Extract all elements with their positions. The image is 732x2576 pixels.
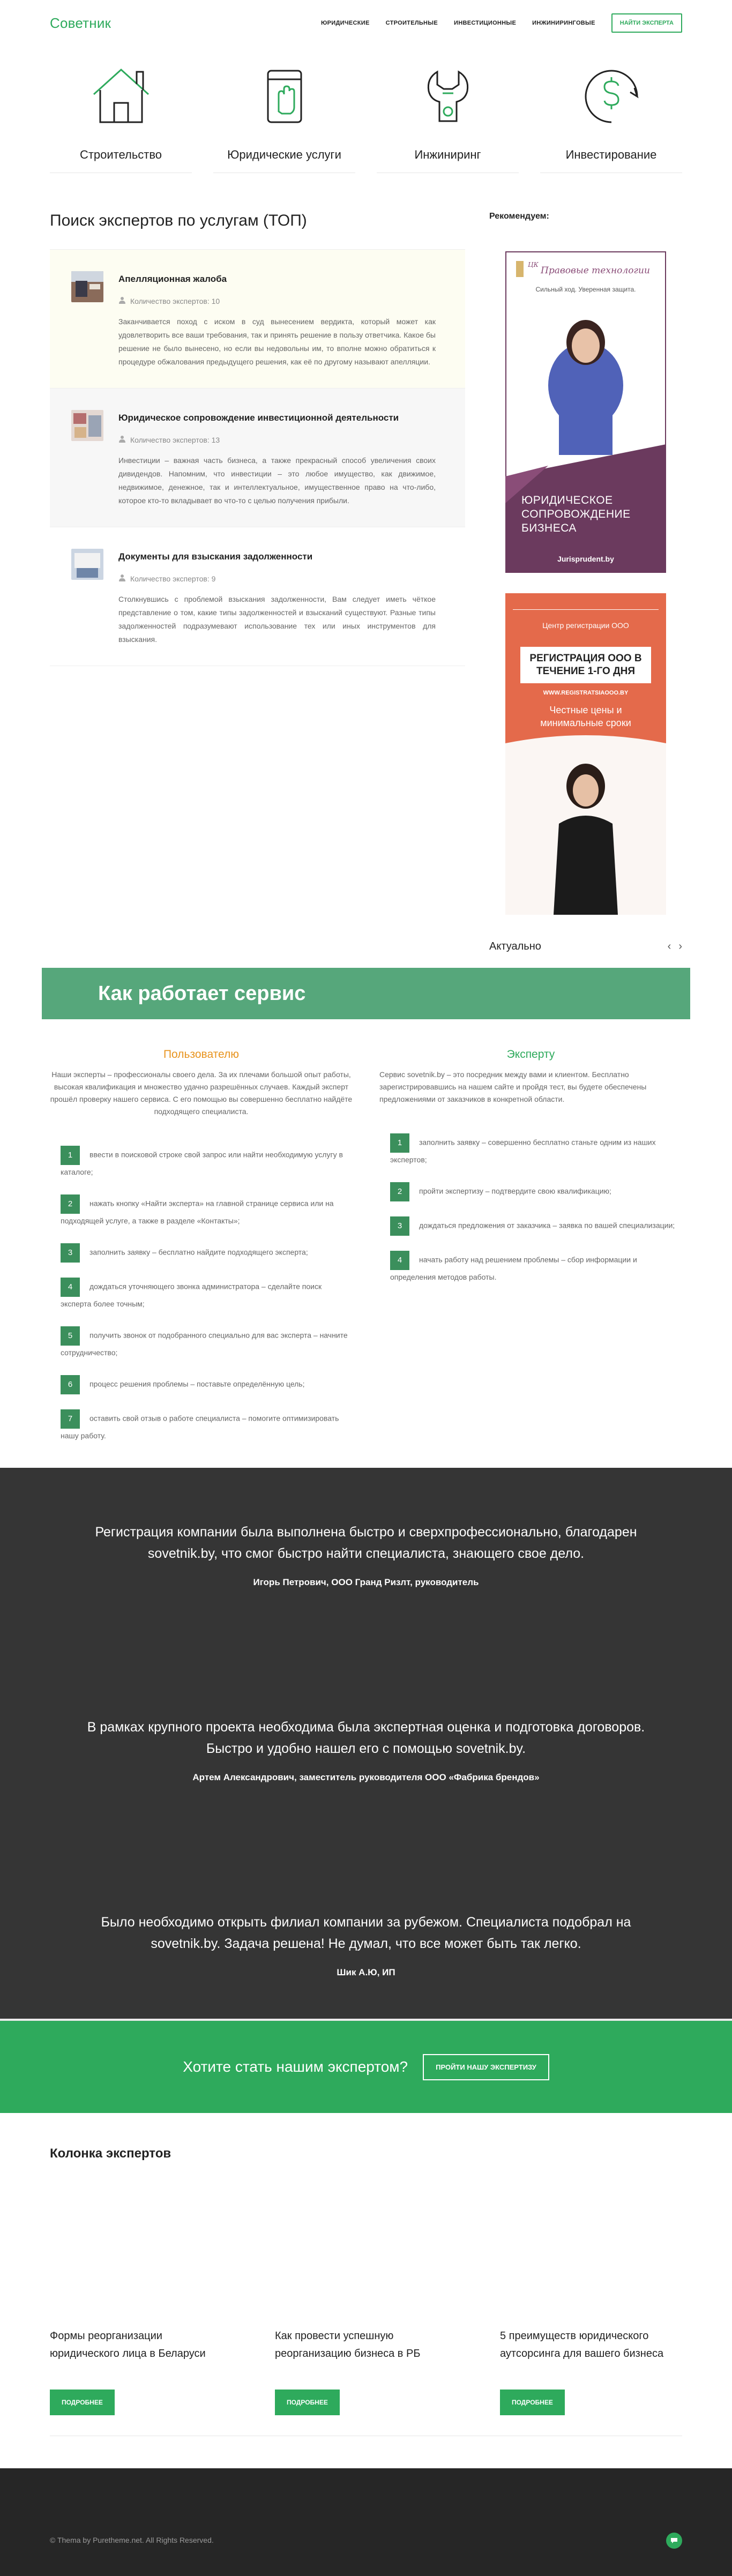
article-title[interactable]: 5 преимуществ юридического аутсорсинга для вашего бизнеса: [500, 2330, 664, 2360]
step-number: 2: [61, 1194, 80, 1214]
category-construction[interactable]: [50, 66, 192, 173]
step-text: дождаться уточняющего звонка администратора – сделайте поиск эксперта более точным;: [61, 1282, 322, 1308]
step-number: 1: [390, 1133, 409, 1153]
how-it-works-title: Как работает сервис: [98, 982, 306, 1005]
user-icon: [118, 435, 126, 444]
services-section: [50, 212, 465, 953]
step-item: [61, 1409, 353, 1443]
actual-title: Актуально: [489, 940, 541, 952]
nav-investment[interactable]: ИНВЕСТИЦИОННЫЕ: [454, 20, 517, 26]
experts-column-title: Колонка экспертов: [50, 2146, 171, 2161]
registration-banner[interactable]: [505, 593, 666, 915]
expert-count: [118, 296, 436, 305]
service-thumbnail: [71, 549, 103, 580]
testimonial-author: Артем Александрович, заместитель руководителя ООО «Фабрика брендов»: [192, 1772, 540, 1782]
testimonial-text: Было необходимо открыть филиал компании за рубежом. Специалиста подобрал на sovetnik.by. Задача решена! Не думал, что все может быть так легко.: [101, 1915, 631, 1951]
step-number: 6: [61, 1375, 80, 1394]
expert-column: [379, 1048, 682, 1458]
become-expert-text: Хотите стать нашим экспертом?: [183, 2058, 408, 2075]
step-number: 3: [390, 1216, 409, 1236]
step-text: заполнить заявку – бесплатно найдите подходящего эксперта;: [89, 1248, 308, 1257]
become-expert-band: [0, 2019, 732, 2113]
chevron-right-icon[interactable]: ›: [678, 940, 682, 952]
user-icon: [118, 296, 126, 305]
banner-center: Центр регистрации ООО: [542, 621, 629, 630]
step-text: получить звонок от подобранного специально для вас эксперта – начните сотрудничество;: [61, 1331, 348, 1357]
step-number: 4: [61, 1278, 80, 1297]
category-label: Инвестирование: [565, 148, 657, 161]
footer-copyright: © Thema by Puretheme.net. All Rights Reserved.: [50, 2536, 214, 2544]
user-icon: [118, 574, 126, 583]
step-item: [390, 1133, 682, 1167]
step-text: процесс решения проблемы – поставьте определённую цель;: [89, 1379, 305, 1388]
service-list: [50, 249, 465, 666]
testimonial-item: [85, 1521, 647, 1588]
site-logo[interactable]: Советник: [50, 14, 111, 31]
expert-count-text: Количество экспертов: 10: [130, 296, 220, 305]
pass-expertise-button[interactable]: ПРОЙТИ НАШУ ЭКСПЕРТИЗУ: [423, 2054, 549, 2080]
nav-construction[interactable]: СТРОИТЕЛЬНЫЕ: [385, 20, 438, 26]
expert-count: [118, 574, 436, 583]
wrench-icon: [377, 66, 519, 124]
category-investment[interactable]: [540, 66, 682, 173]
testimonial-text: Регистрация компании была выполнена быстро и сверхпрофессионально, благодарен sovetnik.by, что смог быстро найти специалиста, знающего свое дело.: [95, 1525, 637, 1561]
step-item: [390, 1251, 682, 1285]
step-number: 2: [390, 1182, 409, 1201]
step-number: 4: [390, 1251, 409, 1270]
how-it-works-banner: [42, 968, 690, 1019]
service-item[interactable]: [50, 527, 465, 666]
step-text: пройти экспертизу – подтвердите свою квалификацию;: [419, 1186, 611, 1196]
step-number: 1: [61, 1146, 80, 1165]
step-item: [61, 1194, 353, 1228]
step-item: [61, 1375, 353, 1394]
user-steps: [50, 1146, 353, 1443]
step-text: оставить свой отзыв о работе специалиста – помогите оптимизировать нашу работу.: [61, 1414, 339, 1440]
service-description: Столкнувшись с проблемой взыскания задолженности, Вам следует иметь чёткое представление о том, какие типы задолженностей и взысканий существуют. Разные типы задолженностей подразумевают использование тех или иных инструментов для взыскания.: [118, 595, 436, 644]
step-item: [390, 1216, 682, 1236]
dollar-icon: [540, 66, 682, 124]
nav-engineering[interactable]: ИНЖИНИРИНГОВЫЕ: [532, 20, 595, 26]
banner-brand: Правовые технологии: [541, 265, 650, 276]
category-legal[interactable]: [213, 66, 355, 173]
site-footer: [0, 2468, 732, 2576]
service-title[interactable]: Документы для взыскания задолженности: [118, 551, 313, 562]
find-expert-button[interactable]: НАЙТИ ЭКСПЕРТА: [611, 13, 682, 33]
service-thumbnail: [71, 271, 103, 302]
chevron-left-icon[interactable]: ‹: [667, 940, 671, 952]
chat-icon[interactable]: [666, 2533, 682, 2549]
site-header: [0, 0, 732, 46]
article-title[interactable]: Как провести успешную реорганизацию бизнеса в РБ: [275, 2330, 421, 2360]
step-number: 7: [61, 1409, 80, 1429]
user-intro: Наши эксперты – профессионалы своего дела. За их плечами большой опыт работы, высокая квалификация и множество удачно разрешённых случаев. Каждый эксперт прошёл проверку нашего сервиса. С его помощью вы совершенно бесплатно найдёте подходящего специалиста.: [50, 1070, 353, 1116]
step-text: заполнить заявку – совершенно бесплатно станьте одним из наших экспертов;: [390, 1138, 656, 1164]
main-nav: [321, 13, 682, 33]
expert-count-text: Количество экспертов: 13: [130, 435, 220, 444]
expert-intro: Сервис sovetnik.by – это посредник между вами и клиентом. Бесплатно зарегистрировавшись на нашем сайте и пройдя тест, вы будете обеспечены предложениями от заказчиков в конкретной области.: [379, 1070, 647, 1103]
banner-headline: ЮРИДИЧЕСКОЕ СОПРОВОЖДЕНИЕ БИЗНЕСА: [521, 494, 631, 534]
service-item[interactable]: [50, 250, 465, 389]
step-text: начать работу над решением проблемы – сбор информации и определения методов работы.: [390, 1255, 637, 1281]
service-title[interactable]: Юридическое сопровождение инвестиционной деятельности: [118, 413, 399, 423]
how-it-works-columns: [50, 1048, 682, 1458]
step-number: 5: [61, 1326, 80, 1346]
testimonial-author: Шик А.Ю, ИП: [337, 1967, 395, 1977]
banner-headline: РЕГИСТРАЦИЯ ООО В ТЕЧЕНИЕ 1-ГО ДНЯ: [529, 653, 642, 677]
document-hand-icon: [213, 66, 355, 124]
service-item[interactable]: [50, 389, 465, 527]
category-list: [50, 46, 682, 173]
service-description: Заканчивается поход с иском в суд вынесением вердикта, который может как удовлетворить все ваши требования, так и принять решение в пользу ответчика. Какое бы решение не было вынесено, но если вы недовольны им, то вполне можно обратиться к процедуре обжалования предыдущего решения, как её по другому называют апелляции.: [118, 317, 436, 366]
service-title[interactable]: Апелляционная жалоба: [118, 274, 227, 284]
step-item: [61, 1146, 353, 1179]
section-title: Поиск экспертов по услугам (ТОП): [50, 212, 307, 229]
testimonial-author: Игорь Петрович, ООО Гранд Ризлт, руководитель: [253, 1577, 479, 1587]
testimonials-section: [0, 1468, 732, 2019]
category-label: Строительство: [79, 148, 162, 161]
legal-support-banner[interactable]: [505, 251, 666, 573]
article-list: [50, 2327, 682, 2415]
step-text: нажать кнопку «Найти эксперта» на главной странице сервиса или на подходящей услуге, а также в разделе «Контакты»;: [61, 1199, 334, 1225]
expert-count-text: Количество экспертов: 9: [130, 574, 216, 583]
read-more-button[interactable]: ПОДРОБНЕЕ: [50, 2390, 115, 2415]
banner-site: WWW.REGISTRATSIAOOO.BY: [543, 690, 629, 696]
service-description: Инвестиции – важная часть бизнеса, а также прекрасный способ увеличения своих дивидендов. Напомним, что инвестиции – это любое имущество, как движимое, недвижимое, денежное, так и интеллектуальное, имущественное право на что-либо, которое кто-то вкладывает во что-то с целью получения прибыли.: [118, 456, 436, 505]
expert-count: [118, 435, 436, 444]
service-thumbnail: [71, 410, 103, 441]
house-icon: [50, 66, 192, 124]
article-card: [50, 2327, 232, 2415]
banner-brand-prefix: ЦК: [528, 261, 539, 268]
step-item: [61, 1278, 353, 1311]
expert-heading: Эксперту: [506, 1048, 555, 1061]
article-card: [275, 2327, 457, 2415]
article-card: [500, 2327, 682, 2415]
sidebar: [489, 212, 682, 953]
read-more-button[interactable]: ПОДРОБНЕЕ: [275, 2390, 340, 2415]
category-label: Инжиниринг: [414, 148, 481, 161]
testimonial-item: [85, 1716, 647, 1783]
read-more-button[interactable]: ПОДРОБНЕЕ: [500, 2390, 565, 2415]
category-label: Юридические услуги: [227, 148, 341, 161]
user-column: [50, 1048, 353, 1458]
recommend-title: Рекомендуем:: [489, 212, 549, 221]
step-item: [61, 1243, 353, 1263]
category-engineering[interactable]: [377, 66, 519, 173]
main-content: [50, 212, 682, 953]
step-text: ввести в поисковой строке свой запрос или найти необходимую услугу в каталоге;: [61, 1150, 343, 1176]
user-heading: Пользователю: [163, 1048, 240, 1061]
banner-slogan: Сильный ход. Уверенная защита.: [535, 286, 636, 293]
step-item: [390, 1182, 682, 1201]
article-title[interactable]: Формы реорганизации юридического лица в Беларуси: [50, 2330, 206, 2360]
testimonial-text: В рамках крупного проекта необходима была экспертная оценка и подготовка договоров. Быстро и удобно нашел его с помощью sovetnik.by.: [87, 1720, 645, 1756]
expert-steps: [379, 1133, 682, 1285]
testimonial-item: [85, 1912, 647, 1978]
step-item: [61, 1326, 353, 1360]
actual-header: [489, 940, 682, 953]
nav-legal[interactable]: ЮРИДИЧЕСКИЕ: [321, 20, 370, 26]
step-number: 3: [61, 1243, 80, 1263]
banner-site: Jurisprudent.by: [557, 555, 614, 563]
banner-tagline: Честные цены и минимальные сроки: [540, 705, 631, 728]
carousel-controls: [668, 940, 682, 953]
step-text: дождаться предложения от заказчика – заявка по вашей специализации;: [419, 1221, 675, 1230]
